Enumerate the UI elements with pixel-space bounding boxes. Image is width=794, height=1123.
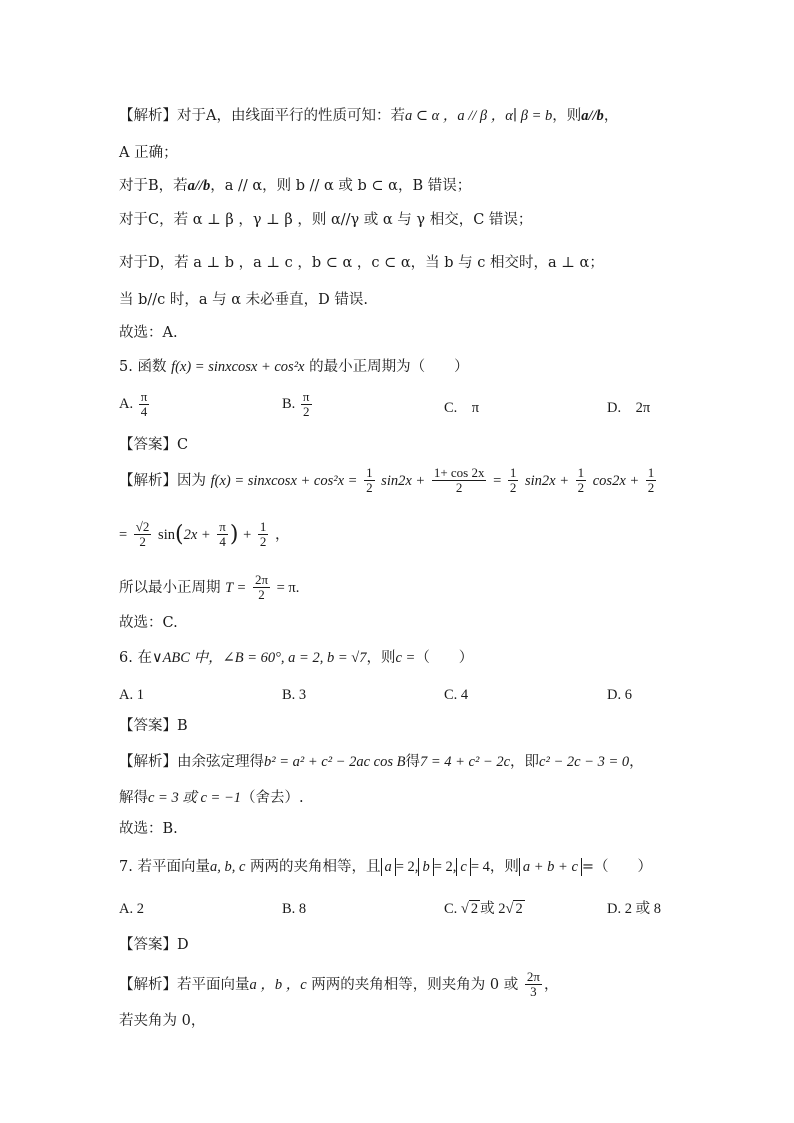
math: = (493, 472, 502, 489)
text: ， (543, 976, 559, 993)
option-label: A. (119, 396, 134, 413)
fraction (253, 573, 270, 603)
math: T = (225, 579, 247, 596)
analysis-choose-a: 故选：A. (119, 325, 178, 341)
option-label: C. (444, 901, 458, 917)
text: 两两的夹角相等，则夹角为 0 或 (311, 976, 519, 993)
math: a, b, c (209, 859, 246, 875)
math: + (243, 526, 252, 543)
open-paren: ( (174, 521, 184, 547)
math: = 2, (395, 859, 419, 875)
denominator: 2 (647, 480, 655, 496)
q5-solution-line-2 (119, 520, 289, 550)
math: sin2x + (381, 472, 426, 489)
q7-option-a: A. 2 (119, 901, 144, 917)
question-5 (119, 357, 469, 377)
denominator: 2 (366, 480, 373, 496)
math-bold: a//b (581, 108, 604, 124)
text: 解得 (119, 790, 148, 806)
math: sin (158, 526, 175, 543)
q7-option-d: D. 2 或 8 (607, 901, 661, 917)
math: a ，b ，c (249, 976, 307, 993)
fraction (646, 466, 657, 496)
q7-solution-line-2: 若夹角为 0， (119, 1013, 206, 1029)
math: b² = a² + c² − 2ac cos B (264, 754, 406, 770)
question-6 (119, 648, 473, 668)
text: 所以最小正周期 (119, 579, 221, 596)
text: =（ ） (581, 859, 653, 875)
analysis-line-1 (119, 106, 618, 126)
radicand: 2 (515, 901, 523, 917)
denominator: 2 (577, 480, 585, 496)
numerator: 2π (526, 969, 540, 984)
numerator: 1 (509, 465, 517, 480)
analysis-line-5: 对于D，若 a ⊥ b ，a ⊥ c ，b ⊂ α ，c ⊂ α，当 b 与 c 相交时，a ⊥ α； (119, 255, 604, 271)
close-paren: ) (229, 521, 239, 547)
text: ，则 (489, 859, 519, 875)
q6-option-b: B. 3 (282, 687, 307, 703)
denominator: 2 (139, 534, 146, 550)
denominator: 2 (509, 480, 517, 496)
question-number: 7. 若平面向量 (119, 859, 210, 875)
q6-choose: 故选：B. (119, 821, 178, 837)
q5-answer: 【答案】C (119, 437, 189, 453)
fraction (139, 390, 150, 420)
q6-solution-line-2 (119, 788, 304, 808)
text: 的最小正周期为（ ） (309, 359, 469, 375)
numerator: 1+ cos 2x (433, 465, 485, 480)
text: 【解析】对于A，由线面平行的性质可知：若 (119, 108, 405, 124)
text: ，C 错误； (458, 212, 533, 228)
math: c = (395, 650, 416, 666)
math: = 2, (433, 859, 457, 875)
text: ， (629, 754, 644, 770)
numerator: π (219, 519, 226, 534)
q6-solution-line-1 (119, 752, 644, 772)
vector-magnitude: b (418, 858, 433, 876)
numerator: √2 (135, 519, 150, 534)
text: ，则 (552, 108, 582, 124)
vector-magnitude: a + b + c (519, 858, 582, 876)
numerator: 2π (254, 572, 269, 587)
text: ，即 (510, 754, 540, 770)
q7-option-b: B. 8 (282, 901, 307, 917)
math: = (119, 526, 128, 543)
math: c = 3 或 c = −1 (148, 790, 241, 806)
numerator: 1 (259, 519, 267, 534)
denominator: 2 (302, 404, 310, 420)
denominator: 4 (219, 534, 226, 550)
math: cos2x + (592, 472, 640, 489)
fraction (301, 390, 312, 420)
denominator: 4 (140, 404, 148, 420)
text: 或 2 (480, 901, 506, 917)
q7-option-c (444, 899, 525, 919)
math: ，a // α，则 b // α 或 b ⊂ α (210, 178, 398, 194)
fraction (364, 466, 375, 496)
analysis-line-3 (119, 176, 471, 196)
vector-magnitude: c (456, 858, 470, 876)
numerator: 1 (647, 465, 655, 480)
analysis-line-6: 当 b//c 时，a 与 α 未必垂直，D 错误. (119, 292, 368, 308)
text: ，则 (366, 650, 396, 666)
math: = 4 (470, 859, 490, 875)
q6-option-c: C. 4 (444, 687, 469, 703)
vector-magnitude: a (381, 858, 396, 876)
text: 【解析】因为 (119, 472, 206, 489)
text: 【解析】若平面向量 (119, 976, 250, 993)
numerator: 1 (366, 465, 373, 480)
text: 对于C，若 α ⊥ β ，γ ⊥ β ，则 α//γ 或 α 与 γ 相交 (119, 212, 459, 228)
math: = π. (276, 579, 300, 596)
question-number: 6. 在 (119, 650, 152, 666)
analysis-line-2: A 正确； (119, 145, 178, 161)
q5-solution-line-3 (119, 573, 299, 603)
numerator: π (302, 389, 310, 404)
question-number: 5. 函数 (119, 359, 167, 375)
q5-option-a (119, 390, 151, 420)
numerator: π (140, 389, 148, 404)
q5-solution-line-1 (119, 466, 658, 496)
fraction (134, 520, 152, 550)
radicand: 2 (470, 901, 479, 917)
fraction (508, 466, 519, 496)
text: 对于B，若 (119, 178, 188, 194)
math-bold: a//b (187, 178, 211, 194)
q6-option-a: A. 1 (119, 687, 144, 703)
text: （ ） (415, 650, 474, 666)
math: 7 = 4 + c² − 2c (419, 754, 511, 770)
math: sin2x + (525, 472, 570, 489)
fraction (432, 466, 487, 496)
fraction (576, 466, 587, 496)
math: ∨ABC 中，∠B = 60°, a = 2, b = √7 (151, 650, 367, 666)
denominator: 2 (259, 534, 267, 550)
math: c² − 2c − 3 = 0 (539, 754, 630, 770)
text: ，B 错误； (397, 178, 472, 194)
sqrt: √ 2 (505, 901, 523, 917)
analysis-line-4 (119, 210, 532, 230)
fraction (217, 520, 228, 550)
q7-solution-line-1 (119, 970, 558, 1000)
q5-choose: 故选：C. (119, 615, 178, 631)
text: 两两的夹角相等，且 (250, 859, 381, 875)
math: f(x) = sinxcosx + cos²x = (210, 472, 358, 489)
question-7 (119, 857, 652, 877)
math: 2x + (183, 526, 211, 543)
numerator: 1 (577, 465, 585, 480)
denominator: 2 (455, 480, 463, 496)
text: 【解析】由余弦定理得 (119, 754, 264, 770)
fraction (525, 970, 542, 1000)
math: a ⊂ α ，a // β ，α∣ β = b (404, 108, 553, 124)
option-label: B. (282, 396, 296, 413)
text: （舍去）. (240, 790, 304, 806)
q6-option-d: D. 6 (607, 687, 632, 703)
q5-option-b (282, 390, 314, 420)
text: ， (274, 526, 290, 543)
sqrt: √ 2 (460, 901, 479, 917)
q6-answer: 【答案】B (119, 718, 188, 734)
text: 得 (405, 754, 420, 770)
denominator: 2 (258, 587, 265, 603)
q5-option-d: D. 2π (607, 400, 651, 416)
fraction (258, 520, 269, 550)
math: f(x) = sinxcosx + cos²x (171, 359, 305, 375)
text: ， (603, 108, 619, 124)
q7-answer: 【答案】D (119, 937, 189, 953)
q5-option-c: C. π (444, 400, 480, 416)
denominator: 3 (530, 984, 537, 1000)
